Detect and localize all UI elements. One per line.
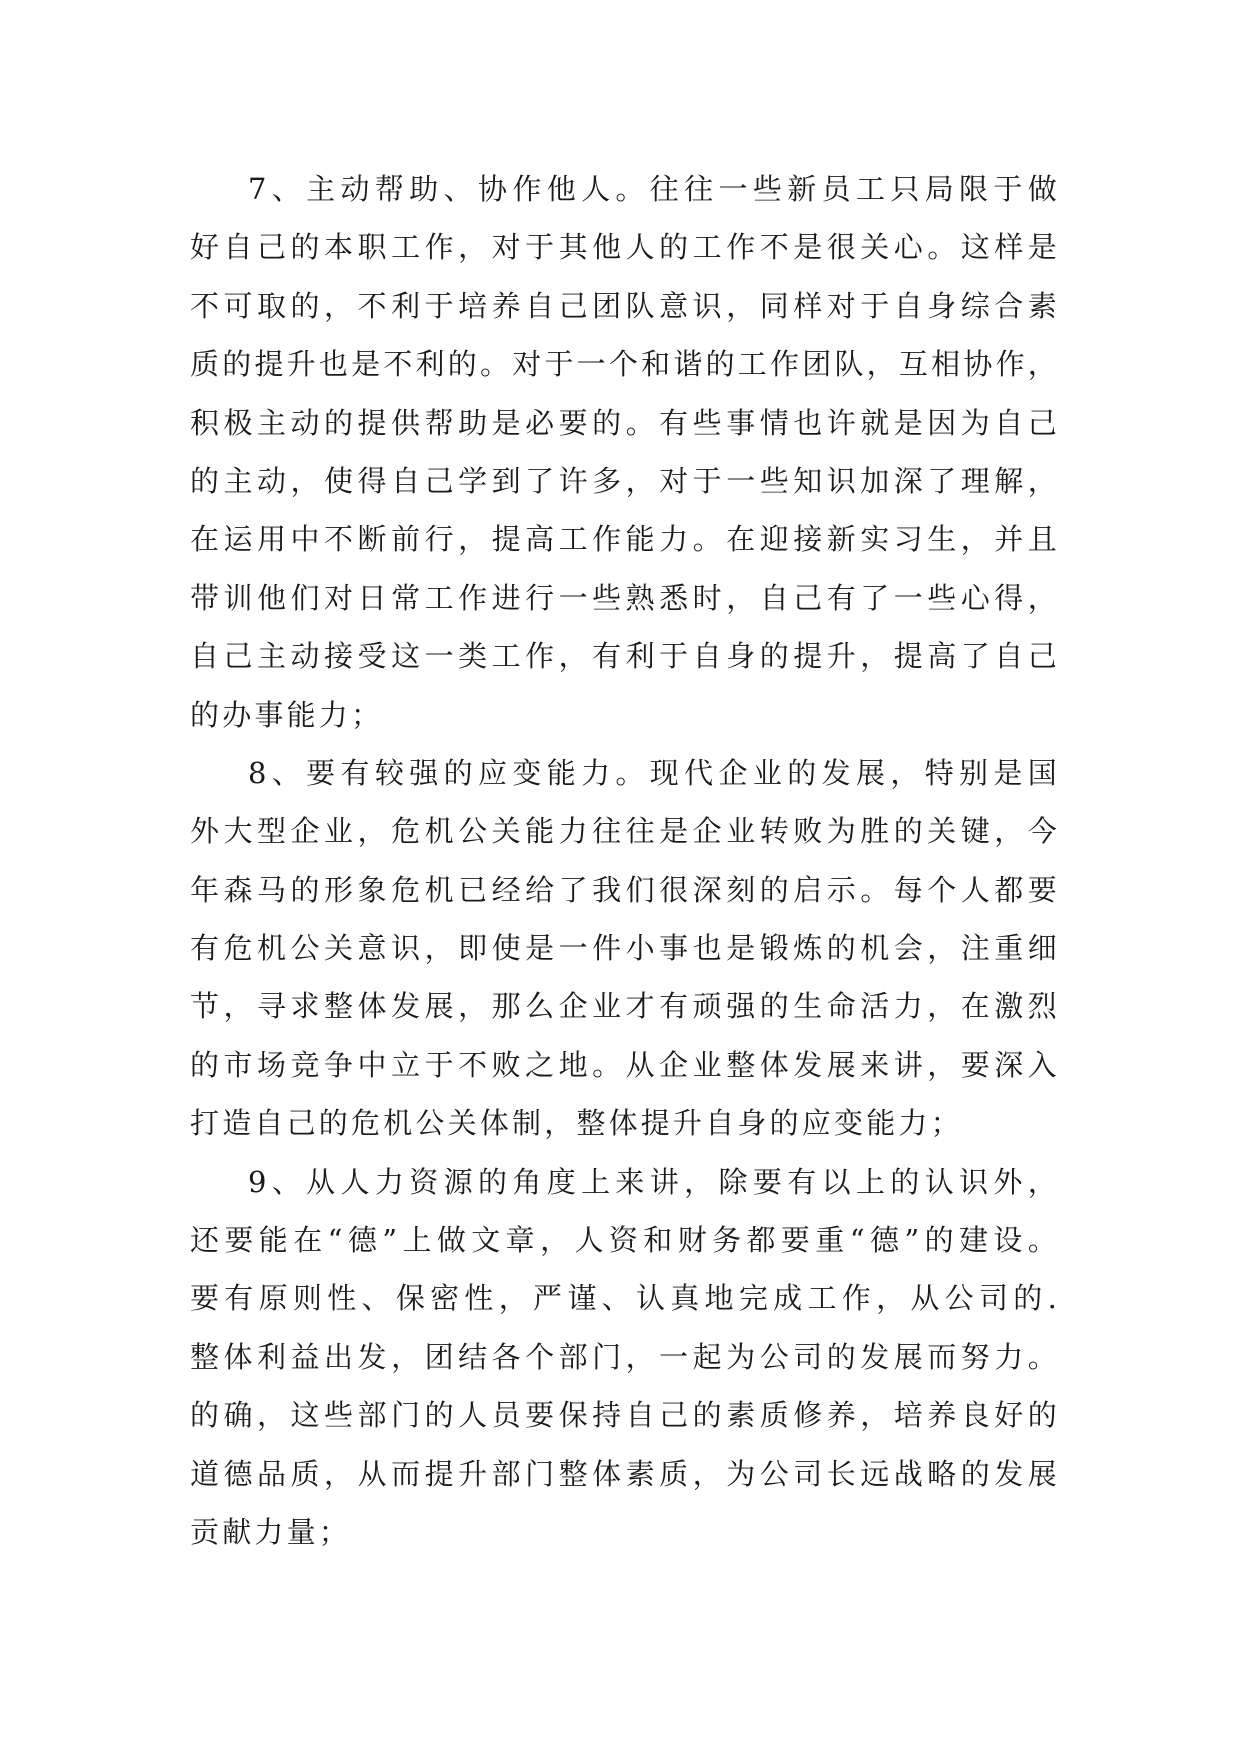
text-line: 还要能在“德”上做文章，人资和财务都要重“德”的建设。 [190, 1223, 1060, 1258]
text-line: 贡献力量； [190, 1514, 352, 1549]
text-line: 9、从人力资源的角度上来讲，除要有以上的认识外， [248, 1164, 1060, 1199]
paragraph-9 [190, 1153, 1060, 1562]
text-line: 年森马的形象危机已经给了我们很深刻的启示。每个人都要 [190, 872, 1060, 907]
text-line: 不可取的，不利于培养自己团队意识，同样对于自身综合素 [190, 288, 1060, 323]
text-line: 自己主动接受这一类工作，有利于自身的提升，提高了自己 [190, 639, 1060, 674]
text-line: 7、主动帮助、协作他人。往往一些新员工只局限于做 [248, 172, 1060, 206]
text-line: 带训他们对日常工作进行一些熟悉时，自己有了一些心得， [190, 580, 1060, 615]
text-line: 好自己的本职工作，对于其他人的工作不是很关心。这样是 [190, 230, 1060, 265]
paragraph-7 [190, 160, 1060, 744]
text-line: 要有原则性、保密性，严谨、认真地完成工作，从公司的. [190, 1281, 1060, 1316]
text-line: 节，寻求整体发展，那么企业才有顽强的生命活力，在激烈 [190, 989, 1060, 1024]
paragraph-8 [190, 744, 1060, 1153]
text-line: 积极主动的提供帮助是必要的。有些事情也许就是因为自己 [190, 405, 1060, 440]
text-line: 质的提升也是不利的。对于一个和谐的工作团队，互相协作， [190, 347, 1060, 382]
text-line: 的确，这些部门的人员要保持自己的素质修养，培养良好的 [190, 1398, 1060, 1433]
text-line: 8、要有较强的应变能力。现代企业的发展，特别是国 [248, 755, 1060, 790]
text-line: 的办事能力； [190, 697, 384, 732]
document-body [190, 160, 1060, 1561]
text-line: 的主动，使得自己学到了许多，对于一些知识加深了理解， [190, 463, 1060, 498]
text-line: 打造自己的危机公关体制，整体提升自身的应变能力； [190, 1106, 963, 1141]
text-line: 有危机公关意识，即使是一件小事也是锻炼的机会，注重细 [190, 931, 1060, 966]
text-line: 道德品质，从而提升部门整体素质，为公司长远战略的发展 [190, 1456, 1060, 1491]
text-line: 整体利益出发，团结各个部门，一起为公司的发展而努力。 [190, 1339, 1060, 1374]
text-line: 在运用中不断前行，提高工作能力。在迎接新实习生，并且 [190, 522, 1060, 557]
text-line: 的市场竞争中立于不败之地。从企业整体发展来讲，要深入 [190, 1047, 1060, 1082]
text-line: 外大型企业，危机公关能力往往是企业转败为胜的关键，今 [190, 814, 1060, 849]
